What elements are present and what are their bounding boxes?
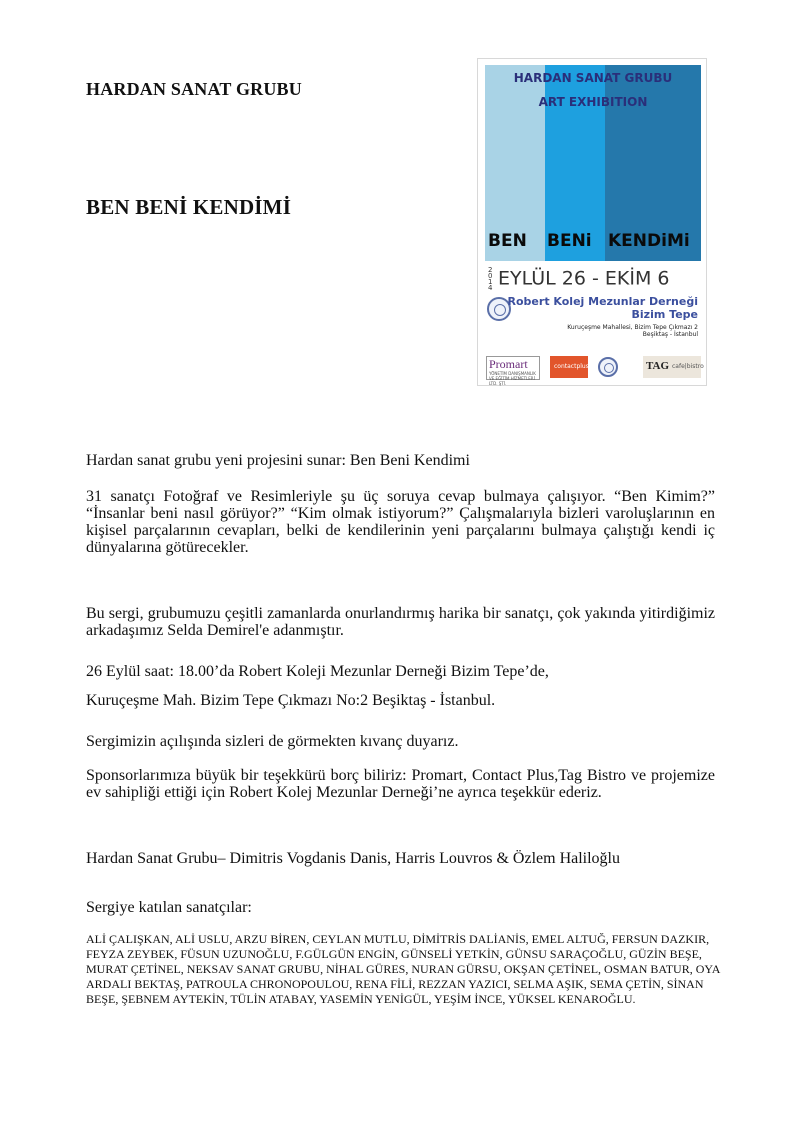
poster-address-line1: Kuruçeşme Mahallesi, Bizim Tepe Çıkmazı 2 xyxy=(567,324,698,331)
opening-line: Sergimizin açılışında sizleri de görmekten kıvanç duyarız. xyxy=(86,733,459,750)
date-line-1: 26 Eylül saat: 18.00’da Robert Koleji Mezunlar Derneği Bizim Tepe’de, xyxy=(86,663,549,680)
participants-list: ALİ ÇALIŞKAN, ALİ USLU, ARZU BİREN, CEYLAN MUTLU, DİMİTRİS DALİANİS, EMEL ALTUĞ, FERSUN DAZKIR, FEYZA ZEYBEK, FÜSUN UZUNOĞLU, F.GÜLGÜN ENGİN, GÜNSELİ YETKİN, GÜNSU SARAÇOĞLU, GÜZİN BEŞE, MURAT ÇETİNEL, NEKSAV SANAT GRUBU, NİHAL GÜRES, NURAN GÜRSU, OKŞAN ÇETİNEL, OSMAN BATUR, OYA ARDALI BEKTAŞ, PATROULA CHRONOPOULOU, RENA FİLİ, REZZAN YAZICI, SELMA AŞIK, SEMA ÇETİN, SİNAN BEŞE, ŞEBNEM AYTEKİN, TÜLİN ATABAY, YASEMİN YENİGÜL, YEŞİM İNCE, YÜKSEL KENAROĞLU. xyxy=(86,932,720,1006)
dedication-paragraph: Bu sergi, grubumuzu çeşitli zamanlarda onurlandırmış harika bir sanatçı, çok yakında yitirdiğimiz arkadaşımız Selda Demirel'e adanmıştır. xyxy=(86,605,715,639)
poster-date-range: EYLÜL 26 - EKİM 6 xyxy=(498,267,670,290)
alumni-seal-small-icon xyxy=(598,357,618,377)
sponsors-paragraph: Sponsorlarımıza büyük bir teşekkürü borç biliriz: Promart, Contact Plus,Tag Bistro ve projemize ev sahipliği ettiği için Robert Kolej Mezunlar Derneği’ne ayrıca teşekkür ederiz. xyxy=(86,767,715,801)
artists-paragraph: 31 sanatçı Fotoğraf ve Resimleriyle şu üç soruya cevap bulmaya çalışıyor. “Ben Kimim?” “İnsanlar beni nasıl görüyor?” “Kim olmak istiyorum?” Çalışmalarıyla bizleri varoluşlarının en kişisel parçalarının cevapları, belki de kendilerinin yeni parçalarını bulmaya çalıştığı kendi iç dünyalarına götürecekler. xyxy=(86,488,715,556)
group-members-line: Hardan Sanat Grubu– Dimitris Vogdanis Danis, Harris Louvros & Özlem Haliloğlu xyxy=(86,850,620,867)
sponsor-logo-contactplus: contactplus xyxy=(550,356,588,378)
poster-venue: Bizim Tepe xyxy=(631,308,698,321)
date-line-2: Kuruçeşme Mah. Bizim Tepe Çıkmazı No:2 Beşiktaş - İstanbul. xyxy=(86,692,496,709)
poster-title-line1: HARDAN SANAT GRUBU xyxy=(513,71,673,85)
sponsor-logo-tag: TAG cafe|bistro xyxy=(643,356,701,378)
poster-org-name: Robert Kolej Mezunlar Derneği xyxy=(507,295,698,308)
sponsor-logo-promart: Promart YÖNETİM DANIŞMANLIK VE EĞİTİM HİZMETLERİ LTD. ŞTİ. xyxy=(486,356,540,380)
poster-word-ben: BEN xyxy=(488,231,527,251)
exhibition-poster xyxy=(477,58,707,386)
exhibit-title: BEN BENİ KENDİMİ xyxy=(86,195,292,219)
poster-dates xyxy=(488,267,669,291)
group-title: HARDAN SANAT GRUBU xyxy=(86,79,302,99)
poster-year: 2014 xyxy=(488,266,493,292)
poster-word-beni: BENi xyxy=(547,231,592,251)
poster-address-line2: Beşiktaş - İstanbul xyxy=(642,331,698,338)
participants-label: Sergiye katılan sanatçılar: xyxy=(86,899,252,916)
intro-line: Hardan sanat grubu yeni projesini sunar: Ben Beni Kendimi xyxy=(86,452,470,469)
poster-title-line2: ART EXHIBITION xyxy=(538,95,648,109)
poster-word-kendimi: KENDiMi xyxy=(608,231,690,251)
